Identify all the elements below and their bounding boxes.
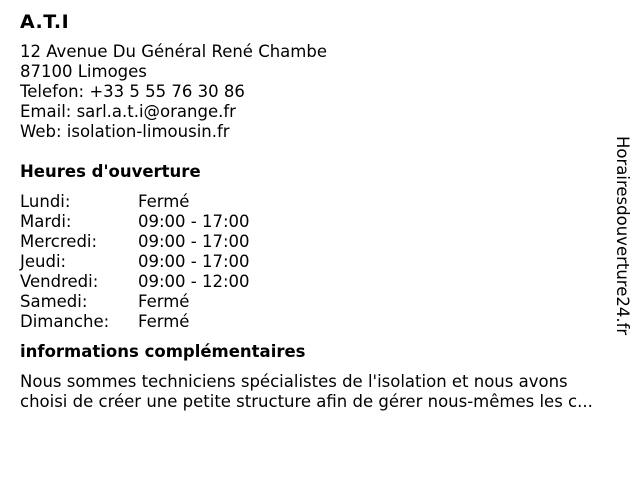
hours-day: Vendredi:: [20, 272, 99, 291]
hours-day: Mercredi:: [20, 232, 98, 251]
hours-time: Fermé: [138, 312, 190, 331]
hours-day: Lundi:: [20, 192, 71, 211]
web-text: Web: isolation-limousin.fr: [20, 122, 230, 141]
hours-row-monday: [20, 192, 620, 212]
hours-table: [20, 192, 620, 332]
hours-day: Jeudi:: [20, 252, 67, 271]
contact-block: [20, 42, 620, 142]
info-heading: informations complémentaires: [20, 342, 306, 361]
info-description: [20, 372, 630, 412]
hours-time: Fermé: [138, 192, 190, 211]
address-city: 87100 Limoges: [20, 62, 147, 81]
address-street: 12 Avenue Du Général René Chambe: [20, 42, 327, 61]
phone-text: Telefon: +33 5 55 76 30 86: [20, 82, 245, 101]
hours-row-friday: [20, 272, 620, 292]
hours-heading: Heures d'ouverture: [20, 162, 201, 181]
business-name: A.T.I: [20, 11, 70, 33]
hours-time: 09:00 - 17:00: [138, 252, 250, 271]
hours-time: 09:00 - 17:00: [138, 212, 250, 231]
hours-time: 09:00 - 12:00: [138, 272, 250, 291]
info-line: choisi de créer une petite structure afin de gérer nous-mêmes les c...: [20, 392, 593, 411]
hours-time: 09:00 - 17:00: [138, 232, 250, 251]
hours-day: Samedi:: [20, 292, 88, 311]
hours-day: Dimanche:: [20, 312, 110, 331]
hours-row-thursday: [20, 252, 620, 272]
hours-row-tuesday: [20, 212, 620, 232]
hours-row-wednesday: [20, 232, 620, 252]
email-text: Email: sarl.a.t.i@orange.fr: [20, 102, 236, 121]
hours-time: Fermé: [138, 292, 190, 311]
info-line: Nous sommes techniciens spécialistes de l'isolation et nous avons: [20, 372, 568, 391]
hours-day: Mardi:: [20, 212, 72, 231]
hours-row-saturday: [20, 292, 620, 312]
business-card: [20, 10, 620, 412]
site-watermark: Horairesdouverture24.fr: [613, 136, 632, 336]
hours-row-sunday: [20, 312, 620, 332]
